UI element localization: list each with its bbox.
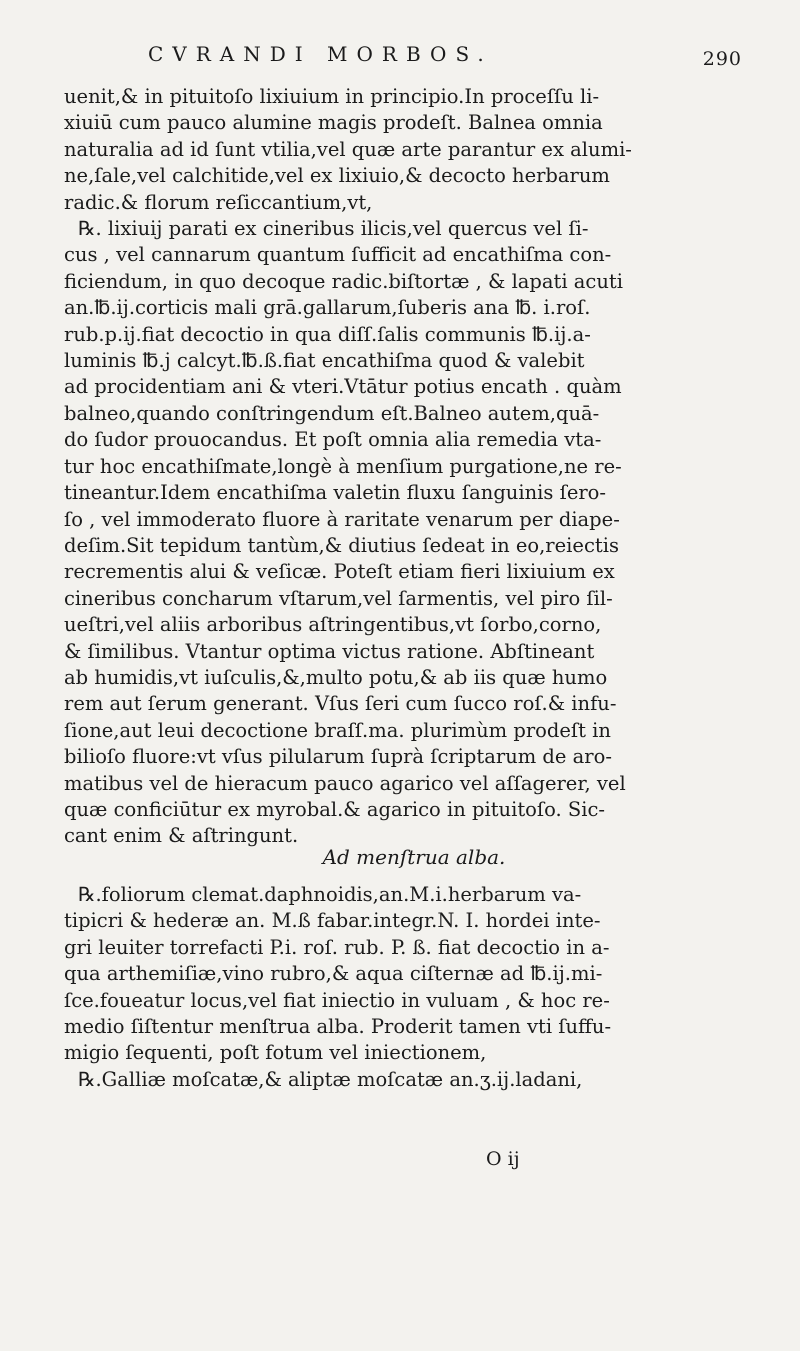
section-heading: Ad menſtrua alba. — [322, 845, 506, 869]
text-line: xiuiū cum pauco alumine magis prodeſt. Balnea omnia — [64, 111, 603, 135]
text-line: cus , vel cannarum quantum ſufficit ad encathiſma con- — [64, 243, 612, 267]
text-line: an.℔.ij.corticis mali grā.gallarum,ſuberis ana ℔. i.roſ. — [64, 296, 591, 320]
text-line: tipicri & hederæ an. M.ß fabar.integr.N. I. hordei inte- — [64, 909, 601, 933]
text-line: uenit,& in pituitoſo lixiuium in principio.In proceſſu li- — [64, 85, 600, 108]
text-line: tur hoc encathiſmate,longè à menſium purgatione,ne re- — [64, 454, 622, 478]
text-line: do ſudor prouocandus. Et poſt omnia alia remedia vta- — [64, 428, 602, 452]
text-line: ne,ſale,vel calchitide,vel ex lixiuio,& decocto herbarum — [64, 164, 610, 188]
text-line: radic.& florum reſiccantium,vt, — [64, 190, 373, 214]
text-line: matibus vel de hieracum pauco agarico vel aſſagerer, vel — [64, 771, 626, 795]
page-number: 290 — [702, 48, 742, 70]
running-title: CVRANDI MORBOS. — [148, 42, 493, 66]
text-line: cant enim & aſtringunt. — [64, 824, 299, 848]
text-line: rem aut ſerum generant. Vſus ſeri cum ſucco roſ.& infu- — [64, 692, 617, 716]
text-line: deſim.Sit tepidum tantùm,& diutius ſedeat in eo,reiectis — [64, 533, 619, 557]
text-line: ſione,aut leui decoctione braſſ.ma. plurimùm prodeſt in — [64, 718, 611, 742]
text-line: ficiendum, in quo decoque radic.biſtortæ , & lapati acuti — [64, 269, 623, 293]
recipe-paragraph — [64, 882, 764, 1093]
text-line: ℞. lixiuij parati ex cineribus ilicis,vel quercus vel ſi- — [78, 217, 589, 241]
text-line: cineribus concharum vſtarum,vel ſarmentis, vel piro ſil- — [64, 586, 613, 610]
text-line: luminis ℔.j calcyt.℔.ß.fiat encathiſma quod & valebit — [64, 349, 585, 373]
text-line: ueſtri,vel aliis arboribus aſtringentibus,vt ſorbo,corno, — [64, 613, 602, 637]
text-line: qua arthemiſiæ,vino rubro,& aqua ciſternæ ad ℔.ij.mi- — [64, 962, 603, 986]
text-line: bilioſo fluore:vt vſus pilularum ſuprà ſcriptarum de aro- — [64, 745, 612, 769]
text-line: recrementis alui & veſicæ. Poteſt etiam fieri lixiuium ex — [64, 560, 615, 584]
text-line: naturalia ad id ſunt vtilia,vel quæ arte parantur ex alumi- — [64, 137, 632, 161]
text-line: gri leuiter torrefacti P.i. roſ. rub. P. ß. fiat decoctio in a- — [64, 935, 610, 959]
text-line: ℞.foliorum clemat.daphnoidis,an.M.i.herbarum va- — [78, 883, 582, 906]
body-paragraph — [64, 84, 764, 850]
text-line: quæ conficiūtur ex myrobal.& agarico in pituitoſo. Sic- — [64, 797, 606, 821]
text-line: ad procidentiam ani & vteri.Vtātur potius encath . quàm — [64, 375, 622, 399]
running-head — [148, 38, 748, 74]
text-line: migio ſequenti, poſt fotum vel iniectionem, — [64, 1041, 487, 1065]
text-line: tineantur.Idem encathiſma valetin fluxu ſanguinis ſero- — [64, 481, 607, 505]
text-line: medio ſiſtentur menſtrua alba. Proderit tamen vti ſuffu- — [64, 1015, 612, 1039]
text-line: ℞.Galliæ moſcatæ,& aliptæ moſcatæ an.ʒ.ij.ladani, — [78, 1067, 583, 1091]
text-line: ſce.foueatur locus,vel fiat iniectio in vuluam , & hoc re- — [64, 988, 610, 1012]
text-line: ab humidis,vt iuſculis,&,multo potu,& ab iis quæ humo — [64, 665, 608, 689]
text-line: balneo,quando conſtringendum eſt.Balneo autem,quā- — [64, 401, 600, 425]
text-line: & ſimilibus. Vtantur optima victus ratione. Abſtineant — [64, 639, 595, 663]
text-line: ſo , vel immoderato fluore à raritate venarum per diape- — [64, 507, 620, 531]
text-line: rub.p.ij.fiat decoctio in qua diſſ.ſalis communis ℔.ij.a- — [64, 322, 591, 346]
signature-mark: O ij — [486, 1148, 520, 1170]
